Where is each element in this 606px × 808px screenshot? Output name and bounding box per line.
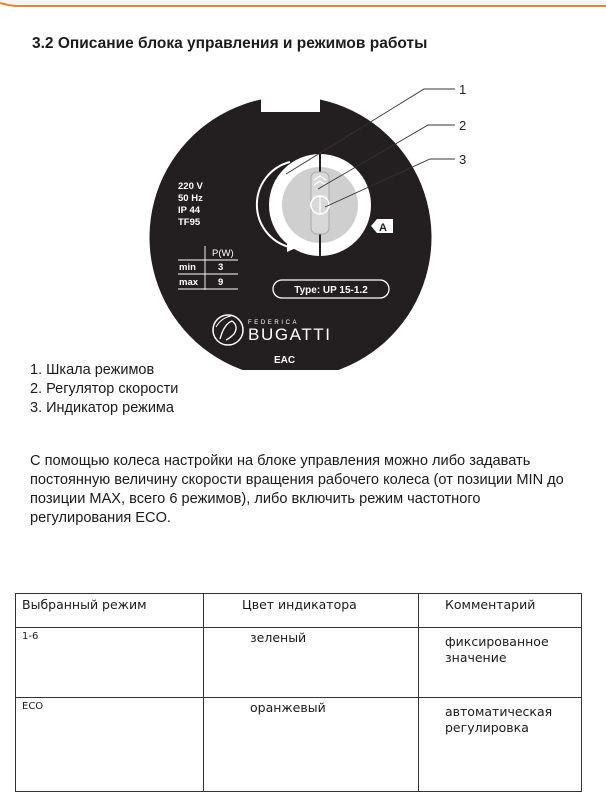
section-title: 3.2 Описание блока управления и режимов работы — [32, 35, 428, 52]
cell-mode: ECO — [16, 698, 204, 792]
cell-color: зеленый — [204, 628, 419, 698]
dial-min-label: min — [289, 251, 310, 266]
cell-comment-text: фиксированное значение — [445, 634, 549, 665]
cell-comment — [419, 628, 582, 698]
dial-eco-label: eco — [326, 247, 348, 266]
cell-color: оранжевый — [204, 698, 419, 792]
legend-item: 2. Регулятор скорости — [30, 381, 179, 397]
top-accent-bar — [0, 0, 606, 12]
legend-item: 3. Индикатор режима — [30, 400, 174, 416]
diagram-legend — [30, 361, 178, 418]
table-header-row — [16, 594, 582, 628]
header-comment: Комментарий — [419, 594, 582, 628]
cell-comment-text: автоматическая регулировка — [445, 704, 553, 735]
header-mode: Выбранный режим — [16, 594, 204, 628]
svg-text:A: A — [379, 222, 387, 234]
eac-mark: EAC — [274, 355, 296, 366]
power-row-max-label: max — [179, 277, 199, 288]
legend-item: 1. Шкала режимов — [30, 362, 155, 378]
type-label: Type: UP 15-1.2 — [294, 285, 368, 296]
control-unit-diagram — [0, 70, 606, 370]
power-row-max-value: 9 — [218, 277, 224, 288]
table-row — [16, 698, 582, 792]
spec-voltage: 220 V — [178, 181, 203, 192]
dial-max-label: max — [287, 145, 311, 165]
power-row-min-label: min — [179, 262, 196, 273]
power-table-header: P(W) — [212, 248, 234, 259]
spec-frequency: 50 Hz — [178, 193, 203, 204]
cell-mode: 1-6 — [16, 628, 204, 698]
brand-name: BUGATTI — [248, 325, 332, 344]
spec-protection: IP 44 — [178, 205, 201, 216]
brand-small-text: FEDERICA — [248, 320, 300, 326]
header-color: Цвет индикатора — [204, 594, 419, 628]
modes-table — [15, 593, 582, 792]
table-row — [16, 628, 582, 698]
power-row-min-value: 3 — [218, 262, 224, 273]
cell-comment — [419, 698, 582, 792]
description-paragraph: С помощью колеса настройки на блоке управления можно либо задавать постоянную величину скорости вращения рабочего колеса (от позиции MIN до позиции MAX, всего 6 режимов), либо включить режим частотного регулирования ECO. — [30, 453, 564, 526]
callout-3-number: 3 — [459, 152, 467, 167]
callout-2-number: 2 — [459, 118, 467, 133]
callout-1-number: 1 — [459, 82, 467, 97]
spec-class: TF95 — [178, 217, 201, 228]
